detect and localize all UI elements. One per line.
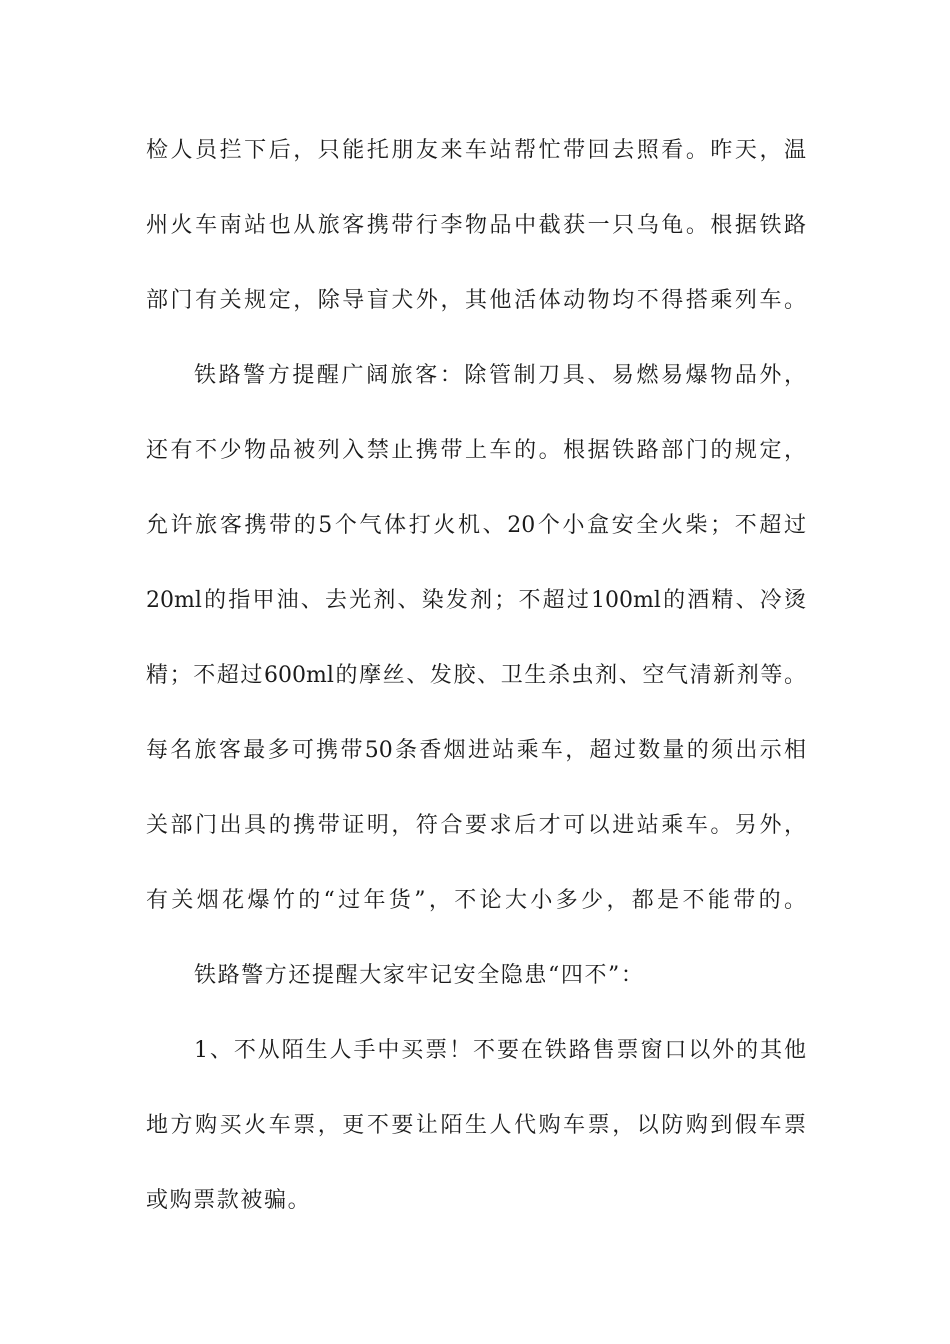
text-line: 1、不从陌生人手中买票！不要在铁路售票窗口以外的其他 bbox=[194, 1038, 806, 1063]
text-line: 地方购买火车票，更不要让陌生人代购车票，以防购到假车票 bbox=[146, 1113, 806, 1138]
text-line: 铁路警方提醒广阔旅客：除管制刀具、易燃易爆物品外， bbox=[194, 363, 806, 388]
text-line: 还有不少物品被列入禁止携带上车的。根据铁路部门的规定， bbox=[146, 438, 806, 463]
text-line: 检人员拦下后，只能托朋友来车站帮忙带回去照看。昨天，温 bbox=[146, 138, 806, 163]
text-line: 每名旅客最多可携带50条香烟进站乘车，超过数量的须出示相 bbox=[146, 738, 806, 763]
document-body bbox=[146, 132, 806, 1257]
text-line: 精；不超过600ml的摩丝、发胶、卫生杀虫剂、空气清新剂等。 bbox=[146, 663, 806, 688]
text-line: 20ml的指甲油、去光剂、染发剂；不超过100ml的酒精、冷烫 bbox=[146, 588, 806, 613]
text-line: 铁路警方还提醒大家牢记安全隐患“四不”： bbox=[194, 963, 645, 988]
text-line: 州火车南站也从旅客携带行李物品中截获一只乌龟。根据铁路 bbox=[146, 213, 806, 238]
text-line: 部门有关规定，除导盲犬外，其他活体动物均不得搭乘列车。 bbox=[146, 288, 806, 313]
text-line: 有关烟花爆竹的“过年货”，不论大小多少，都是不能带的。 bbox=[146, 888, 806, 913]
text-line: 或购票款被骗。 bbox=[146, 1188, 312, 1213]
text-line: 允许旅客携带的5个气体打火机、20个小盒安全火柴；不超过 bbox=[146, 513, 806, 538]
text-line: 关部门出具的携带证明，符合要求后才可以进站乘车。另外， bbox=[146, 813, 806, 838]
